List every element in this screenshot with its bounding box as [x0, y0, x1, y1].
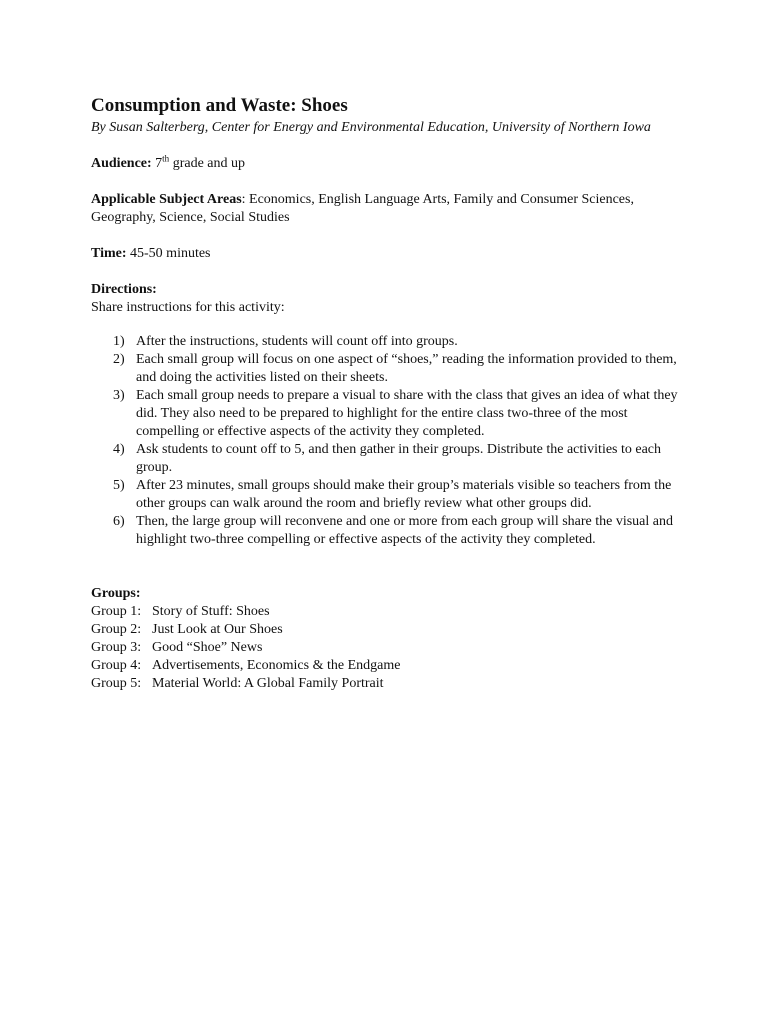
time-text: 45-50 minutes — [130, 246, 211, 261]
step-item — [91, 387, 691, 441]
step-number: 1) — [113, 334, 125, 349]
subject-areas-label: Applicable Subject Areas — [91, 192, 242, 207]
step-item — [91, 441, 691, 477]
directions-steps — [91, 333, 691, 549]
groups-heading: Groups: — [91, 586, 141, 601]
document-title: Consumption and Waste: Shoes — [91, 95, 348, 116]
audience-line — [91, 155, 691, 173]
group-item — [91, 603, 691, 621]
group-name: Story of Stuff: Shoes — [152, 604, 270, 619]
group-label: Group 1: — [91, 604, 142, 619]
directions-intro: Share instructions for this activity: — [91, 300, 285, 315]
group-name: Material World: A Global Family Portrait — [152, 676, 384, 691]
step-number: 4) — [113, 442, 125, 457]
group-name: Just Look at Our Shoes — [152, 622, 283, 637]
step-item — [91, 333, 691, 351]
audience-label: Audience: — [91, 156, 152, 171]
step-text: Each small group will focus on one aspect of “shoes,” reading the information provided to them, and doing the activities listed on their sheets. — [136, 352, 677, 385]
document-page — [91, 95, 691, 693]
audience-text: grade and up — [172, 156, 245, 171]
audience-grade-number: 7 — [155, 156, 163, 171]
subject-areas-line — [91, 191, 691, 227]
audience-grade-suffix: th — [162, 153, 170, 164]
step-number: 5) — [113, 478, 125, 493]
directions-heading: Directions: — [91, 282, 157, 297]
group-label: Group 2: — [91, 622, 142, 637]
time-label: Time: — [91, 246, 127, 261]
step-item — [91, 513, 691, 549]
group-label: Group 5: — [91, 676, 142, 691]
step-text: After 23 minutes, small groups should make their group’s materials visible so teachers from the other groups can walk around the room and briefly review what other groups did. — [136, 478, 672, 511]
step-number: 6) — [113, 514, 125, 529]
step-text: Each small group needs to prepare a visual to share with the class that gives an idea of what they did. They also need to be prepared to highlight for the entire class two-three of the most compelling or effective aspects of the activity they completed. — [136, 388, 678, 439]
group-item — [91, 657, 691, 675]
time-line — [91, 245, 691, 263]
step-text: After the instructions, students will count off into groups. — [136, 334, 458, 349]
group-name: Advertisements, Economics & the Endgame — [152, 658, 401, 673]
step-number: 3) — [113, 388, 125, 403]
step-item — [91, 351, 691, 387]
group-label: Group 3: — [91, 640, 142, 655]
group-item — [91, 675, 691, 693]
step-text: Then, the large group will reconvene and one or more from each group will share the visual and highlight two-three compelling or effective aspects of the activity they completed. — [136, 514, 674, 547]
group-name: Good “Shoe” News — [152, 640, 263, 655]
step-number: 2) — [113, 352, 125, 367]
byline: By Susan Salterberg, Center for Energy and Environmental Education, University of Northern Iowa — [91, 120, 651, 135]
step-item — [91, 477, 691, 513]
group-label: Group 4: — [91, 658, 142, 673]
subject-areas-text: : Economics, English Language Arts, Family and Consumer Sciences, Geography, Science, Social Studies — [91, 192, 634, 225]
group-item — [91, 639, 691, 657]
step-text: Ask students to count off to 5, and then gather in their groups. Distribute the activities to each group. — [136, 442, 662, 475]
group-item — [91, 621, 691, 639]
